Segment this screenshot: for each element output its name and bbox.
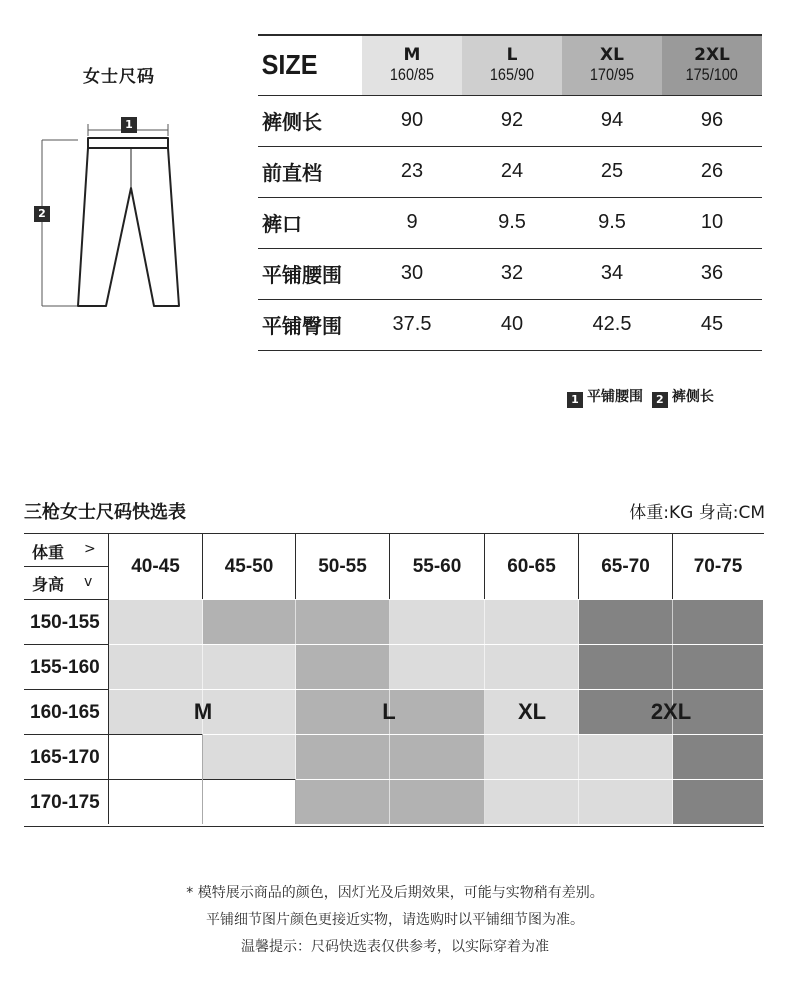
size-cell — [203, 599, 296, 644]
size-cell — [390, 779, 485, 824]
row-label: 裤侧长 — [262, 110, 322, 134]
row-value: 42.5 — [592, 313, 632, 335]
quick-select-units: 体重:KG 身高:CM — [629, 503, 765, 523]
size-cell — [203, 644, 296, 689]
row-value: 36 — [700, 262, 724, 284]
corner-height-label: 身高 — [32, 575, 65, 594]
corner-weight-label: 体重 — [32, 543, 65, 562]
weight-column-header: 45-50 — [203, 534, 296, 599]
size-col-spec: 160/85 — [389, 65, 435, 85]
size-cell — [109, 779, 203, 824]
weight-column-header: 70-75 — [693, 556, 743, 577]
note-line-1: * 模特展示商品的颜色，因灯光及后期效果，可能与实物稍有差别。 — [186, 885, 604, 901]
size-cell — [673, 779, 763, 824]
row-value: 40 — [500, 313, 524, 335]
corner-divider — [24, 566, 108, 567]
size-cell — [673, 734, 763, 779]
size-header-label: SIZE — [261, 49, 318, 81]
column-separator — [484, 599, 485, 824]
size-region-label: 2XL — [650, 699, 692, 724]
size-cell — [485, 599, 579, 644]
row-label: 裤口 — [262, 212, 302, 236]
height-row-label: 170-175 — [24, 779, 109, 824]
size-cell — [390, 599, 485, 644]
size-col-name: XL — [600, 45, 624, 66]
weight-column-header: 55-60 — [390, 534, 485, 599]
size-row-leg-opening — [258, 197, 762, 248]
pants-diagram — [30, 110, 190, 315]
height-row-label: 160-165 — [24, 689, 109, 734]
measurement-legend — [567, 386, 714, 408]
size-region-label: L — [382, 699, 396, 724]
row-value: 23 — [400, 160, 424, 182]
size-region-label: M — [193, 699, 213, 724]
row-value: 30 — [400, 262, 424, 284]
grid-corner — [24, 534, 109, 599]
row-value: 34 — [600, 262, 624, 284]
size-col-l — [462, 35, 562, 95]
size-cell — [296, 779, 390, 824]
size-cell — [579, 599, 673, 644]
size-cell — [109, 734, 203, 779]
quick-select-grid — [24, 533, 764, 827]
size-cell — [296, 689, 390, 734]
size-row-front-rise — [258, 146, 762, 197]
size-cell — [296, 734, 390, 779]
size-col-name: M — [403, 45, 421, 66]
height-arrow-icon: v — [84, 574, 93, 590]
size-cell — [203, 689, 296, 734]
size-cell — [579, 644, 673, 689]
height-row-label: 150-155 — [24, 599, 109, 644]
row-value: 9 — [406, 211, 418, 233]
size-col-m — [362, 35, 462, 95]
size-col-2xl — [662, 35, 762, 95]
legend-label-2: 裤侧长 — [671, 389, 714, 405]
column-separator — [578, 599, 579, 824]
size-cell — [296, 599, 390, 644]
row-value: 25 — [600, 160, 624, 182]
size-row-side-length — [258, 95, 762, 146]
weight-column-header: 60-65 — [485, 534, 579, 599]
size-table — [258, 34, 762, 351]
size-row-hip — [258, 299, 762, 350]
size-cell — [390, 644, 485, 689]
row-label: 平铺臀围 — [262, 314, 342, 338]
size-cell — [673, 644, 763, 689]
row-value: 10 — [700, 211, 724, 233]
note-line-3: 温馨提示：尺码快选表仅供参考，以实际穿着为准 — [241, 939, 549, 955]
size-cell — [296, 644, 390, 689]
size-cell — [485, 734, 579, 779]
row-value: 9.5 — [498, 211, 526, 233]
size-col-spec: 165/90 — [489, 65, 535, 85]
row-value: 96 — [700, 109, 724, 131]
height-row-label: 155-160 — [24, 644, 109, 689]
row-value: 32 — [500, 262, 524, 284]
size-col-name: 2XL — [694, 45, 730, 66]
row-value: 92 — [500, 109, 524, 131]
size-table-header — [258, 35, 762, 95]
size-cell — [109, 599, 203, 644]
weight-column-header: 40-45 — [109, 534, 203, 599]
row-value: 90 — [400, 109, 424, 131]
size-cell — [485, 779, 579, 824]
legend-badge-2: 2 — [652, 392, 668, 408]
size-region-label: XL — [517, 699, 547, 724]
row-label: 平铺腰围 — [262, 263, 342, 287]
legend-label-1: 平铺腰围 — [587, 389, 643, 405]
height-row-label: 165-170 — [24, 734, 109, 779]
size-cell — [579, 779, 673, 824]
size-cell — [203, 734, 296, 779]
figure-title: 女士尺码 — [83, 67, 155, 87]
size-cell — [390, 689, 485, 734]
row-value: 26 — [700, 160, 724, 182]
size-cell — [203, 779, 296, 824]
row-value: 37.5 — [392, 313, 432, 335]
size-cell — [673, 599, 763, 644]
weight-column-header: 50-55 — [296, 534, 390, 599]
size-col-spec: 175/100 — [685, 65, 739, 85]
size-col-xl — [562, 35, 662, 95]
weight-arrow-icon: > — [84, 541, 96, 557]
row-value: 94 — [600, 109, 624, 131]
quick-select-title: 三枪女士尺码快选表 — [24, 502, 186, 523]
size-cell — [579, 734, 673, 779]
note-line-2: 平铺细节图片颜色更接近实物，请选购时以平铺细节图为准。 — [206, 912, 584, 928]
weight-column-header: 65-70 — [579, 534, 673, 599]
size-cell — [390, 734, 485, 779]
size-cell — [109, 644, 203, 689]
legend-badge-1: 1 — [567, 392, 583, 408]
size-cell — [109, 689, 203, 734]
waist-badge: 1 — [121, 117, 137, 133]
size-cell — [485, 644, 579, 689]
size-row-waist — [258, 248, 762, 299]
length-badge: 2 — [34, 206, 50, 222]
row-value: 45 — [700, 313, 724, 335]
row-value: 9.5 — [598, 211, 626, 233]
column-separator — [295, 599, 296, 824]
row-value: 24 — [500, 160, 524, 182]
size-col-name: L — [506, 45, 518, 66]
row-label: 前直档 — [262, 161, 322, 185]
grid-bottom-rule — [24, 826, 764, 827]
size-col-spec: 170/95 — [589, 65, 635, 85]
footnotes — [0, 880, 790, 961]
